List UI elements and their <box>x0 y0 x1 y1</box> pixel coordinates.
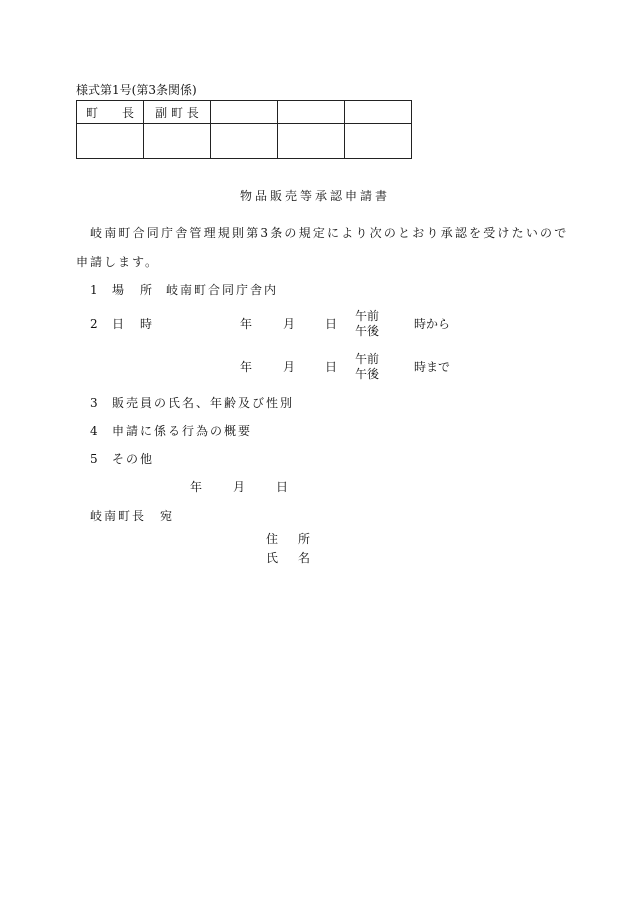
item-1-value: 岐南町合同庁舎内 <box>166 283 279 297</box>
item-2-label: 日 時 <box>112 317 155 331</box>
lead-text-line-1: 岐南町合同庁舎管理規則第3条の規定により次のとおり承認を受けたいので <box>90 226 569 240</box>
stamp-cell <box>77 124 144 159</box>
approval-stamp-table <box>76 100 412 159</box>
item-1-label: 場 所 <box>112 283 155 297</box>
item-1-number: 1 <box>90 283 100 297</box>
end-am-label: 午前 <box>355 352 380 366</box>
item-5-number: 5 <box>90 452 100 466</box>
item-4-number: 4 <box>90 424 100 438</box>
start-pm-label: 午後 <box>355 324 380 338</box>
end-ampm <box>355 352 379 382</box>
lead-text-line-2: 申請します。 <box>76 255 160 269</box>
date-month-unit: 月 <box>233 480 246 494</box>
start-day-unit: 日 <box>325 317 338 331</box>
stamp-cell <box>345 124 412 159</box>
stamp-header-blank <box>278 101 345 124</box>
applicant-name-label: 氏 名 <box>266 551 315 565</box>
end-pm-label: 午後 <box>355 367 380 381</box>
end-year-unit: 年 <box>240 360 253 374</box>
stamp-header-deputy-mayor: 副 町 長 <box>144 101 211 124</box>
stamp-header-mayor: 町 長 <box>77 101 144 124</box>
date-year-unit: 年 <box>190 480 203 494</box>
date-day-unit: 日 <box>276 480 289 494</box>
stamp-header-blank <box>211 101 278 124</box>
document-title: 物品販売等承認申請書 <box>239 189 390 203</box>
start-am-label: 午前 <box>355 309 380 323</box>
item-5-label: その他 <box>112 452 155 466</box>
form-number-label: 様式第1号(第3条関係) <box>76 83 197 97</box>
stamp-cell <box>278 124 345 159</box>
stamp-cell <box>211 124 278 159</box>
start-year-unit: 年 <box>240 317 253 331</box>
start-month-unit: 月 <box>283 317 296 331</box>
stamp-cell <box>144 124 211 159</box>
item-3-number: 3 <box>90 396 100 410</box>
applicant-address-label: 住 所 <box>266 532 315 546</box>
start-ampm <box>355 309 379 339</box>
stamp-header-blank <box>345 101 412 124</box>
addressee: 岐南町長 宛 <box>90 509 175 523</box>
end-day-unit: 日 <box>325 360 338 374</box>
item-3-label: 販売員の氏名、年齢及び性別 <box>112 396 295 410</box>
end-time-suffix: 時まで <box>414 360 451 374</box>
item-4-label: 申請に係る行為の概要 <box>112 424 253 438</box>
end-month-unit: 月 <box>283 360 296 374</box>
item-2-number: 2 <box>90 317 100 331</box>
start-time-suffix: 時から <box>414 317 451 331</box>
